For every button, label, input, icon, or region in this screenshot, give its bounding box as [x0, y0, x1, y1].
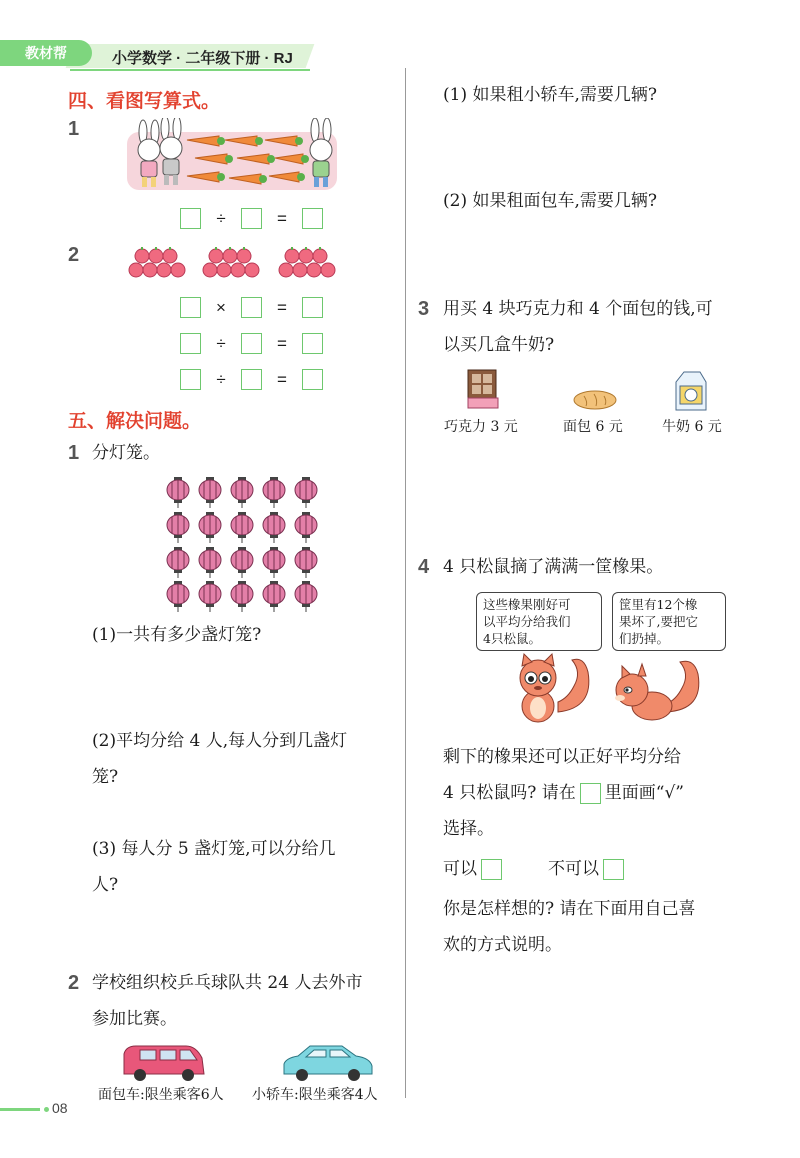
lantern-icon: [167, 581, 317, 612]
answer-box[interactable]: [302, 297, 323, 318]
answer-box[interactable]: [241, 369, 262, 390]
s4-q2-number: 2: [68, 244, 80, 266]
bubble-line: 果坏了,要把它: [619, 614, 698, 629]
s5-q1-title: 分灯笼。: [92, 443, 160, 463]
apple-icon: [129, 247, 185, 277]
equals-sign: =: [277, 297, 287, 317]
s5-q1-number: 1: [68, 442, 80, 464]
bread-caption: 面包 6 元: [563, 419, 623, 435]
s5-q4-line1: 剩下的橡果还可以正好平均分给: [443, 747, 681, 767]
bread-icon: [572, 388, 618, 410]
s5-q1-sub2-line2: 笼?: [92, 767, 119, 787]
divide-sign: ÷: [216, 208, 226, 228]
apple-icon: [203, 247, 259, 277]
s4-q2-equation-2: [180, 333, 323, 354]
answer-box[interactable]: [302, 333, 323, 354]
s5-q3-number: 3: [418, 298, 430, 320]
option-no-checkbox[interactable]: [603, 859, 624, 880]
apples-picture: [128, 244, 338, 282]
squirrel2-speech-bubble: [612, 592, 726, 651]
multiply-sign: ×: [216, 297, 226, 317]
page-number: 08: [52, 1100, 68, 1116]
chocolate-icon: [466, 368, 500, 410]
milk-icon: [672, 370, 708, 412]
car-icon: [280, 1042, 376, 1082]
option-yes-checkbox[interactable]: [481, 859, 502, 880]
s4-q2-equation-1: [180, 297, 323, 318]
answer-box[interactable]: [180, 297, 201, 318]
section4-title: 四、看图写算式。: [68, 91, 221, 112]
answer-box: [580, 783, 601, 804]
s4-q1-number: 1: [68, 118, 80, 140]
chocolate-caption: 巧克力 3 元: [444, 419, 518, 435]
s5-q1-sub3-line1: (3) 每人分 5 盏灯笼,可以分给几: [92, 839, 336, 859]
answer-box[interactable]: [180, 208, 201, 229]
bubble-line: 们扔掉。: [619, 631, 670, 646]
s4-q2-equation-3: [180, 369, 323, 390]
s5-q2-line2: 参加比赛。: [92, 1009, 177, 1029]
squirrel-icon: [608, 656, 704, 728]
s5-q4-line3: 选择。: [443, 819, 494, 839]
rabbits-carrots-picture: [125, 118, 340, 192]
answer-box[interactable]: [241, 333, 262, 354]
van-icon: [120, 1040, 208, 1082]
s5-q4-title: 4 只松鼠摘了满满一筐橡果。: [443, 557, 664, 577]
s5-q4-line2a: 4 只松鼠吗? 请在: [443, 783, 576, 803]
divide-sign: ÷: [216, 369, 226, 389]
s5-q1-sub2-line1: (2)平均分给 4 人,每人分到几盏灯: [92, 731, 348, 751]
s5-q1-sub3-line2: 人?: [92, 875, 119, 895]
s5-q2-line1: 学校组织校乒乓球队共 24 人去外市: [92, 973, 363, 993]
squirrel-icon: [508, 652, 594, 728]
s5-q1-sub1: (1)一共有多少盏灯笼?: [92, 625, 262, 645]
van-caption: 面包车:限坐乘客6人: [98, 1087, 224, 1103]
s5-q2-sub2: (2) 如果租面包车,需要几辆?: [443, 191, 658, 211]
option-yes-label: 可以: [443, 859, 477, 879]
s5-q2-sub1: (1) 如果租小轿车,需要几辆?: [443, 85, 658, 105]
lantern-icon: [167, 547, 317, 578]
s5-q3-line2: 以买几盒牛奶?: [443, 335, 555, 355]
answer-box[interactable]: [180, 333, 201, 354]
s5-q4-line5: 欢的方式说明。: [443, 935, 562, 955]
lantern-icon: [167, 512, 317, 543]
column-divider: [405, 68, 406, 1098]
bubble-line: 这些橡果刚好可: [483, 597, 571, 612]
s5-q2-number: 2: [68, 972, 80, 994]
s5-q4-line4: 你是怎样想的? 请在下面用自己喜: [443, 899, 696, 919]
car-caption: 小轿车:限坐乘客4人: [252, 1087, 378, 1103]
footer-dot: [44, 1107, 49, 1112]
apple-icon: [279, 247, 335, 277]
section5-title: 五、解决问题。: [68, 411, 202, 432]
footer-line: [0, 1108, 40, 1111]
carrot-icon: [187, 136, 303, 184]
answer-box[interactable]: [241, 208, 262, 229]
divide-sign: ÷: [216, 333, 226, 353]
answer-box[interactable]: [241, 297, 262, 318]
equals-sign: =: [277, 333, 287, 353]
answer-box[interactable]: [302, 369, 323, 390]
lanterns-picture: [166, 477, 326, 613]
option-yes: [443, 852, 502, 886]
option-no: [548, 852, 624, 886]
equals-sign: =: [277, 208, 287, 228]
header-tab: 教材帮: [0, 40, 92, 66]
s5-q4-line2b: 里面画“√”: [604, 783, 684, 803]
lantern-icon: [167, 477, 317, 508]
milk-caption: 牛奶 6 元: [662, 419, 722, 435]
equals-sign: =: [277, 369, 287, 389]
answer-box[interactable]: [180, 369, 201, 390]
bubble-line: 筐里有12个橡: [619, 597, 698, 612]
header-underline: [70, 69, 310, 71]
book-title: 小学数学 · 二年级下册 · RJ: [112, 50, 293, 67]
squirrel1-speech-bubble: [476, 592, 602, 651]
s5-q3-line1: 用买 4 块巧克力和 4 个面包的钱,可: [443, 299, 713, 319]
bubble-line: 4只松鼠。: [483, 631, 541, 646]
s4-q1-equation: [180, 208, 323, 229]
bubble-line: 以平均分给我们: [483, 614, 571, 629]
option-no-label: 不可以: [548, 859, 599, 879]
s5-q4-line2: [443, 776, 684, 810]
s5-q4-number: 4: [418, 556, 430, 578]
answer-box[interactable]: [302, 208, 323, 229]
